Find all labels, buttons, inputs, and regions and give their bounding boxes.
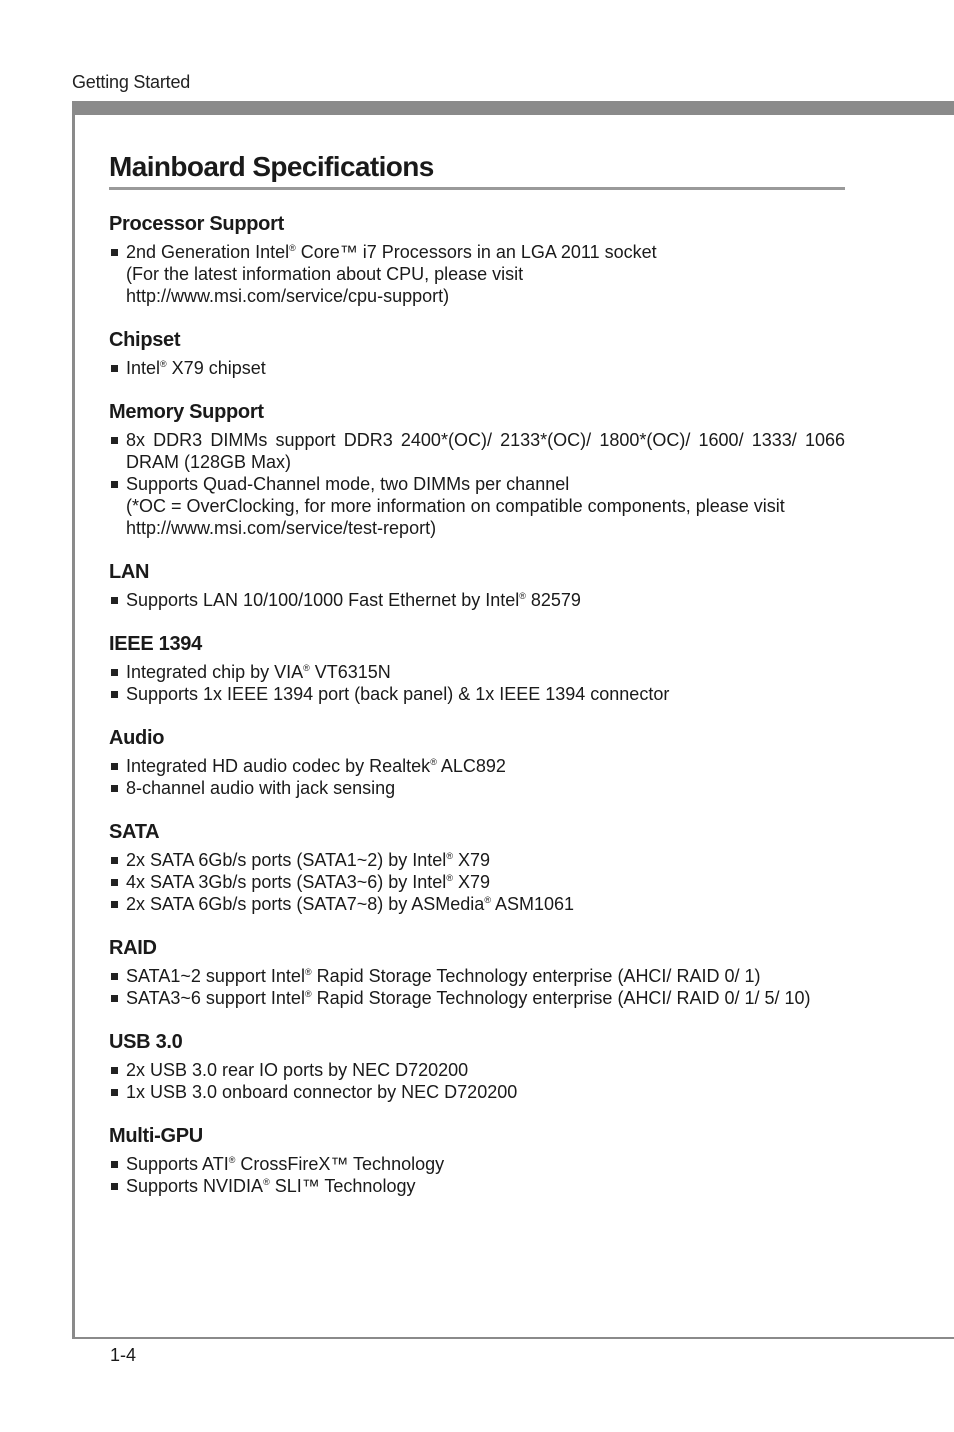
spec-section: [109, 937, 845, 1009]
spec-text: 8-channel audio with jack sensing: [126, 778, 396, 798]
spec-text: SATA3~6 support Intel: [126, 988, 305, 1008]
spec-list: [109, 1059, 845, 1103]
page-number: 1-4: [110, 1345, 137, 1365]
spec-section: [109, 821, 845, 915]
section-title: Audio: [109, 727, 165, 749]
section-title: Chipset: [109, 329, 181, 351]
spec-item: [109, 357, 845, 379]
section-title: Multi-GPU: [109, 1125, 203, 1147]
spec-item: [109, 1081, 845, 1103]
registered-mark: ®: [228, 1155, 236, 1165]
title-underline: [109, 187, 845, 190]
spec-text: ALC892: [436, 756, 506, 776]
registered-mark: ®: [289, 243, 296, 253]
spec-list: [109, 589, 845, 611]
section-title: Memory Support: [109, 401, 264, 423]
page-title: Mainboard Specifications: [109, 151, 434, 182]
spec-text: Supports NVIDIA: [126, 1176, 264, 1196]
content-area: [109, 151, 845, 1197]
spec-text: 2x SATA 6Gb/s ports (SATA7~8) by ASMedia: [126, 894, 485, 914]
registered-mark: ®: [484, 895, 491, 905]
spec-section: [109, 401, 845, 539]
spec-list: [109, 429, 845, 539]
spec-section: [109, 1031, 845, 1103]
spec-text: 2nd Generation Intel: [126, 242, 290, 262]
spec-list: [109, 661, 845, 705]
left-border: [72, 101, 75, 1339]
registered-mark: ®: [519, 591, 526, 601]
spec-text: Supports 1x IEEE 1394 port (back panel) & 1x IEEE 1394 connector: [126, 684, 670, 704]
section-title: SATA: [109, 821, 160, 843]
registered-mark: ®: [446, 873, 453, 883]
spec-section: [109, 213, 845, 307]
registered-mark: ®: [160, 359, 167, 369]
spec-text: 2x SATA 6Gb/s ports (SATA1~2) by Intel: [126, 850, 447, 870]
spec-section: [109, 727, 845, 799]
spec-section: [109, 561, 845, 611]
registered-mark: ®: [446, 851, 453, 861]
spec-item: [109, 589, 845, 611]
spec-text: Rapid Storage Technology enterprise (AHCI/ RAID 0/ 1): [311, 966, 761, 986]
spec-list: [109, 1153, 845, 1197]
registered-mark: ®: [430, 757, 437, 767]
registered-mark: ®: [304, 989, 312, 999]
bottom-border: [72, 1337, 954, 1339]
spec-item: [109, 1153, 845, 1175]
spec-text: Supports Quad-Channel mode, two DIMMs per channel (*OC = OverClocking, for more information on compatible components, please visit http://www.msi.com/service/test-report): [126, 474, 785, 538]
spec-item: [109, 683, 845, 705]
spec-text: 2x USB 3.0 rear IO ports by NEC D720200: [126, 1060, 469, 1080]
spec-item: [109, 429, 845, 473]
spec-item: [109, 871, 845, 893]
spec-text: Integrated HD audio codec by Realtek: [126, 756, 431, 776]
spec-text: Intel: [126, 358, 161, 378]
spec-text: X79 chipset: [166, 358, 266, 378]
registered-mark: ®: [303, 663, 310, 673]
spec-list: [109, 755, 845, 799]
spec-item: [109, 1059, 845, 1081]
spec-text: X79: [452, 850, 490, 870]
spec-text: SATA1~2 support Intel: [126, 966, 305, 986]
spec-list: [109, 241, 845, 307]
spec-item: [109, 755, 845, 777]
spec-text: Integrated chip by VIA: [126, 662, 304, 682]
spec-item: [109, 777, 845, 799]
spec-text: CrossFireX™ Technology: [235, 1154, 445, 1174]
spec-item: [109, 893, 845, 915]
header-bar: [72, 101, 954, 115]
spec-section: [109, 329, 845, 379]
section-title: Processor Support: [109, 213, 284, 235]
registered-mark: ®: [304, 967, 312, 977]
chapter-header: Getting Started: [72, 72, 191, 92]
spec-text: X79: [452, 872, 490, 892]
spec-text: VT6315N: [309, 662, 391, 682]
spec-text: 8x DDR3 DIMMs support DDR3 2400*(OC)/ 2133*(OC)/ 1800*(OC)/ 1600/ 1333/ 1066 DRAM (128GB Max): [126, 430, 845, 472]
spec-text: SLI™ Technology: [269, 1176, 416, 1196]
section-title: LAN: [109, 561, 150, 583]
spec-text: Core™ i7 Processors in an LGA 2011 socket (For the latest information about CPU, please visit http://www.msi.com/service/cpu-support): [126, 242, 657, 306]
spec-item: [109, 241, 845, 307]
spec-list: [109, 849, 845, 915]
spec-item: [109, 965, 845, 987]
spec-item: [109, 987, 845, 1009]
section-title: IEEE 1394: [109, 633, 202, 655]
spec-item: [109, 473, 845, 539]
spec-sections: [109, 213, 845, 1197]
spec-list: [109, 357, 845, 379]
spec-text: 1x USB 3.0 onboard connector by NEC D720200: [126, 1082, 518, 1102]
spec-item: [109, 1175, 845, 1197]
registered-mark: ®: [263, 1177, 270, 1187]
spec-item: [109, 661, 845, 683]
spec-text: 82579: [525, 590, 581, 610]
spec-list: [109, 965, 845, 1009]
spec-section: [109, 1125, 845, 1197]
spec-text: 4x SATA 3Gb/s ports (SATA3~6) by Intel: [126, 872, 447, 892]
spec-text: Supports LAN 10/100/1000 Fast Ethernet by Intel: [126, 590, 520, 610]
section-title: USB 3.0: [109, 1031, 183, 1053]
spec-item: [109, 849, 845, 871]
spec-text: Rapid Storage Technology enterprise (AHCI/ RAID 0/ 1/ 5/ 10): [311, 988, 811, 1008]
spec-text: Supports ATI: [126, 1154, 229, 1174]
spec-section: [109, 633, 845, 705]
spec-text: ASM1061: [490, 894, 575, 914]
section-title: RAID: [109, 937, 157, 959]
